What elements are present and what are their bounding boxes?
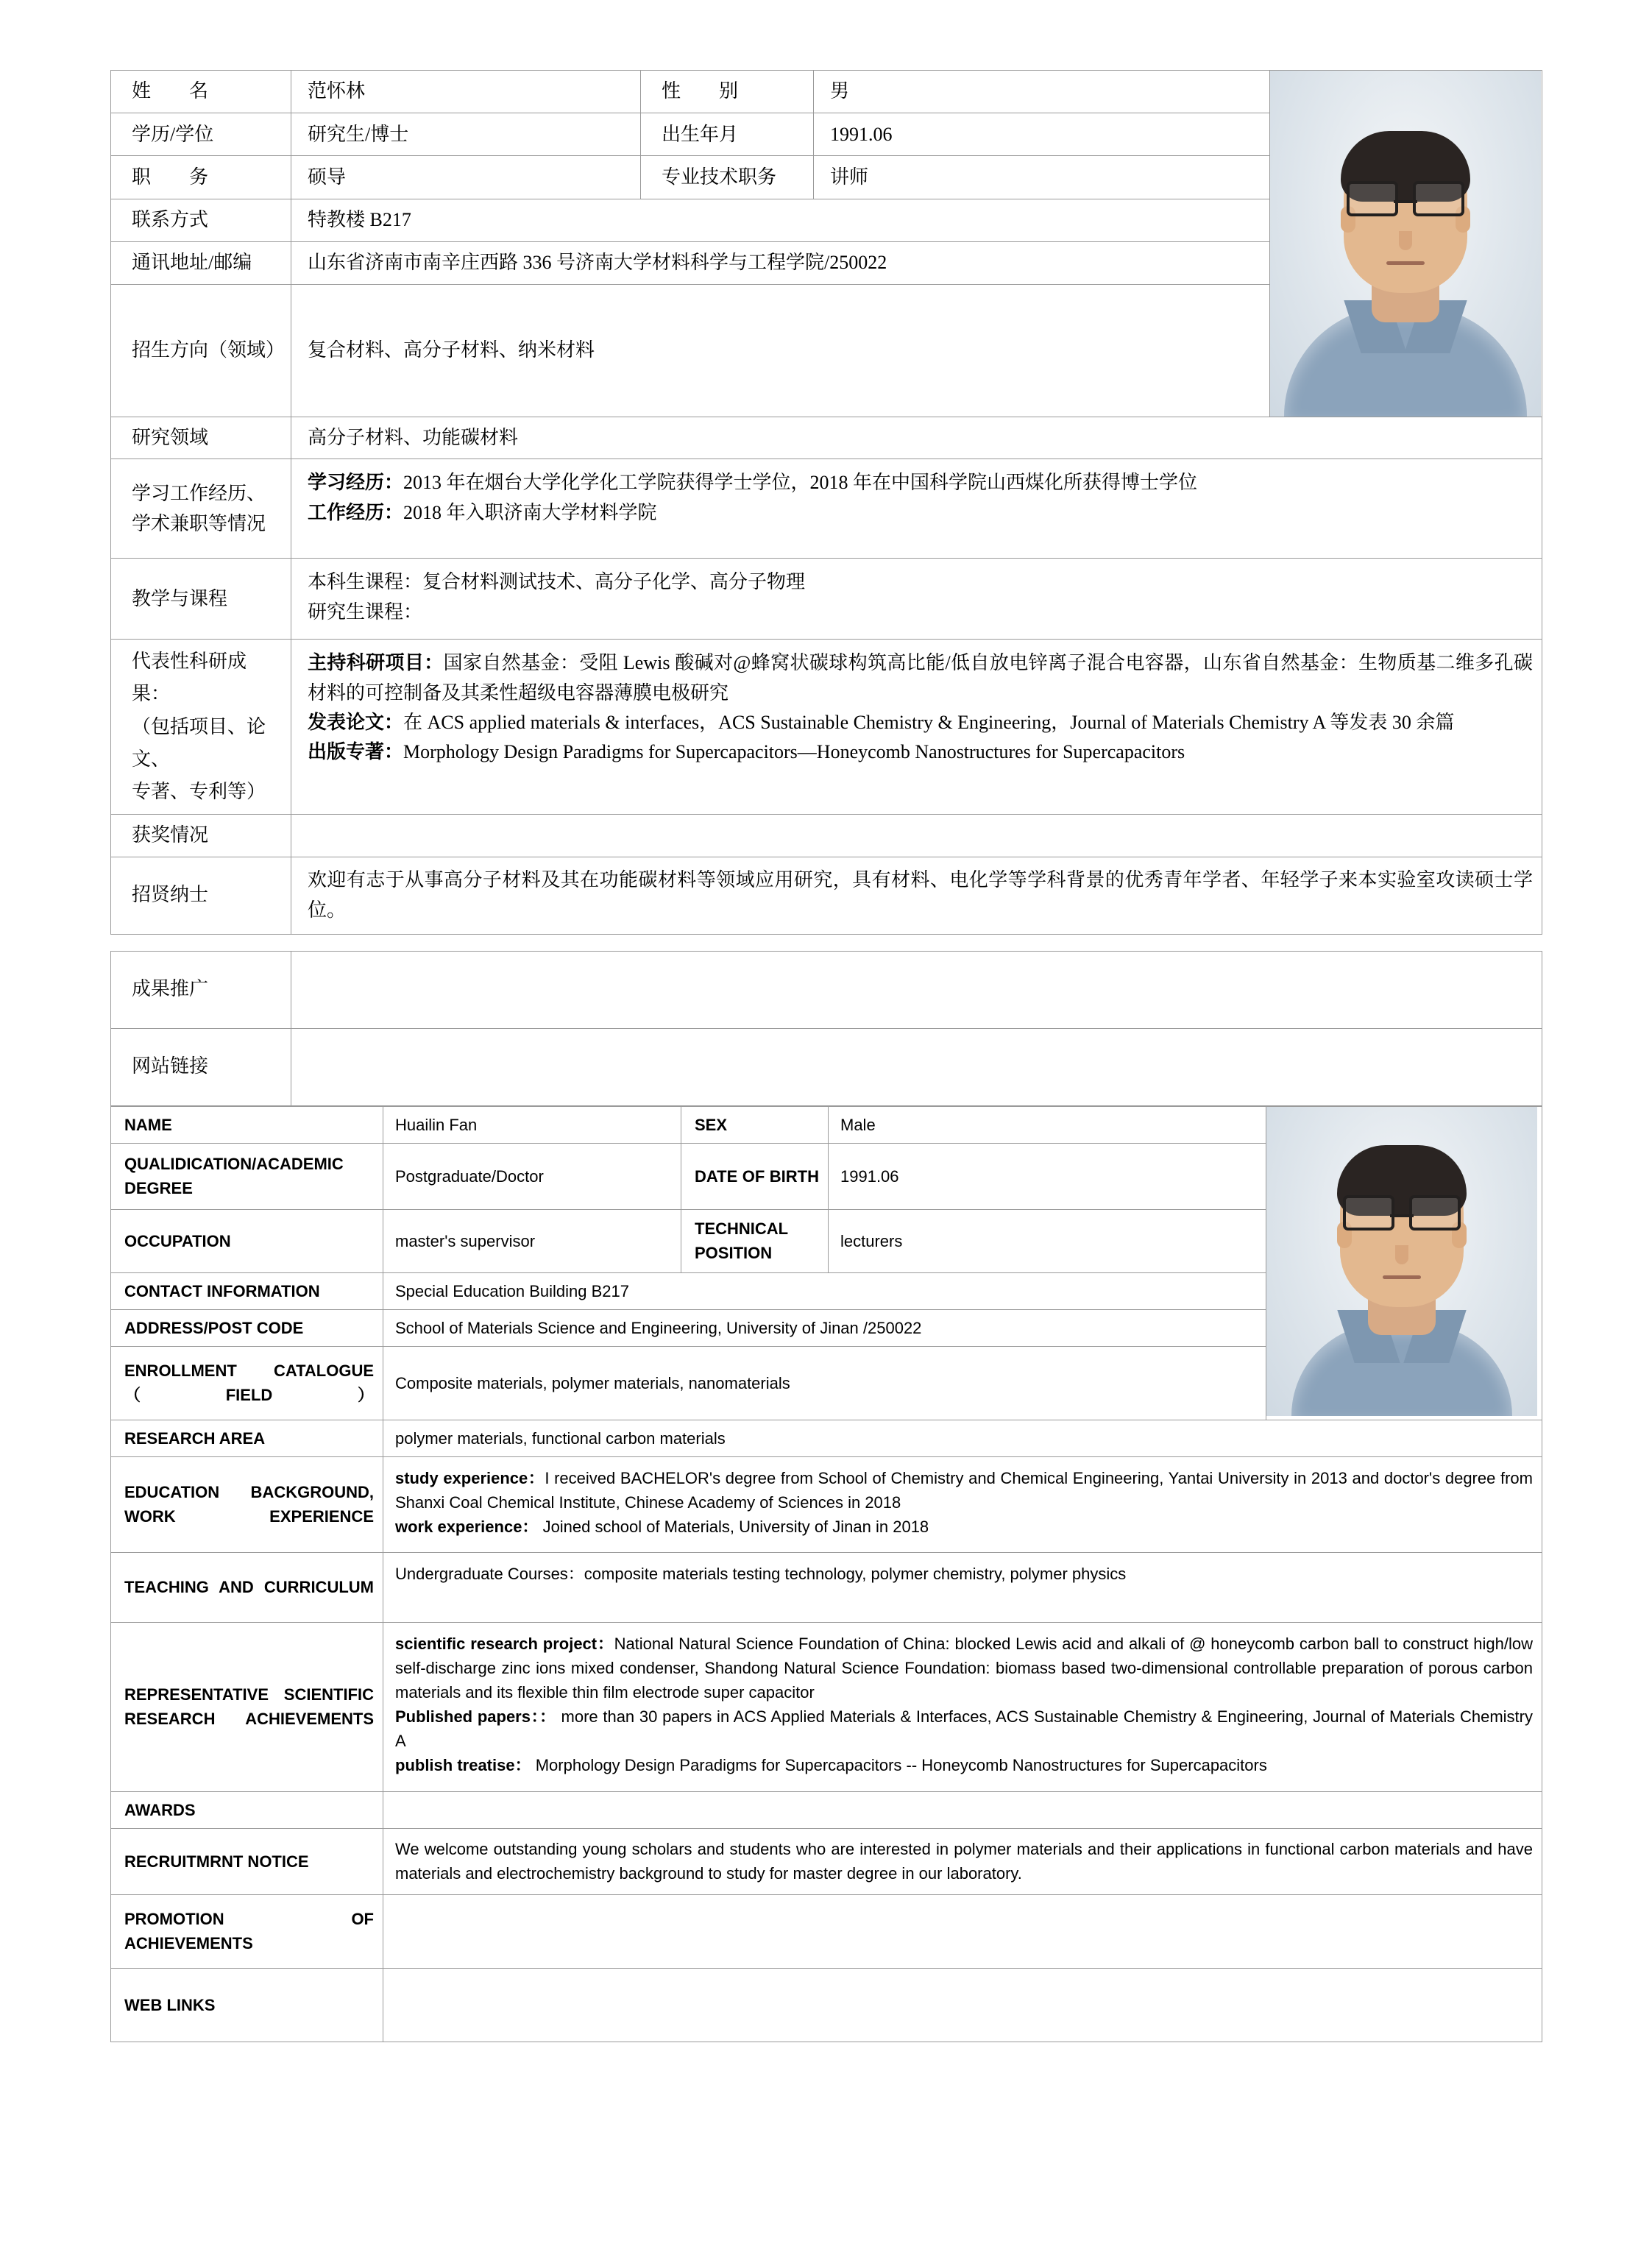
cn-ach-book-text: Morphology Design Paradigms for Supercapacitors—Honeycomb Nanostructures for Supercapacitors — [403, 741, 1185, 763]
portrait-photo-en — [1266, 1107, 1537, 1416]
cn-occupation-value: 硕导 — [291, 156, 641, 199]
cn-address-label: 通讯地址/邮编 — [111, 241, 291, 284]
table-row — [111, 640, 1542, 815]
cn-name-value: 范怀林 — [291, 71, 641, 113]
en-contact-label: CONTACT INFORMATION — [111, 1272, 383, 1309]
en-ach-papers-text: more than 30 papers in ACS Applied Materials & Interfaces, ACS Sustainable Chemistry & Engineering, Journal of Materials Chemistry A — [395, 1707, 1533, 1750]
en-ach-project-label: scientific research project： — [395, 1634, 614, 1653]
en-enrollment-value: Composite materials, polymer materials, nanomaterials — [383, 1346, 1266, 1420]
cn-ach-label-3: 专著、专利等） — [132, 781, 266, 803]
cn-education-label — [111, 459, 291, 559]
cn-teaching-line2: 研究生课程： — [308, 601, 423, 623]
cn-achievements-label — [111, 640, 291, 815]
en-occupation-value: master's supervisor — [383, 1209, 681, 1272]
table-spacer-row — [111, 934, 1542, 951]
cn-research-value: 高分子材料、功能碳材料 — [291, 417, 1542, 459]
en-study-exp-text: I received BACHELOR's degree from School of Chemistry and Chemical Engineering, Yantai University in 2013 and doctor's degree from Shanxi Coal Chemical Institute, Chinese Academy of Sciences in 2018 — [395, 1468, 1533, 1512]
table-row — [111, 1968, 1542, 2042]
en-birth-label — [681, 1143, 829, 1209]
table-row — [111, 857, 1542, 934]
cn-teaching-value — [291, 559, 1542, 640]
en-work-exp-label: work experience： — [395, 1517, 539, 1536]
cn-recruit-label: 招贤纳士 — [111, 857, 291, 934]
english-info-table — [110, 1106, 1542, 2042]
cn-research-label: 研究领域 — [111, 417, 291, 459]
cn-promotion-label: 成果推广 — [111, 951, 291, 1028]
cn-birth-label: 出生年月 — [641, 113, 814, 156]
table-row — [111, 1420, 1542, 1456]
en-address-label: ADDRESS/POST CODE — [111, 1309, 383, 1346]
cn-ach-project-text: 国家自然基金：受阻 Lewis 酸碱对@蜂窝状碳球构筑高比能/低自放电锌离子混合电容器，山东省自然基金：生物质基二维多孔碳材料的可控制备及其柔性超级电容器薄膜电极研究 — [308, 652, 1533, 704]
en-degree-label-text: QUALIDICATION/ACADEMIC DEGREE — [124, 1155, 344, 1198]
en-awards-label: AWARDS — [111, 1791, 383, 1828]
cn-ach-papers-text: 在 ACS applied materials & interfaces，ACS Sustainable Chemistry & Engineering，Journal of Materials Chemistry A 等发表 30 余篇 — [403, 711, 1455, 733]
cn-degree-label: 学历/学位 — [111, 113, 291, 156]
cn-promotion-value — [291, 951, 1542, 1028]
en-teaching-label — [111, 1552, 383, 1622]
en-ach-project-text: National Natural Science Foundation of China: blocked Lewis acid and alkali of @ honeycomb carbon ball to construct high/low self-discharge zinc ions mixed condenser, Shandong Natural Science Foundation: biomass based two-dimensional controllable preparation of porous carbon materials and its flexible thin film electrode super capacitor — [395, 1634, 1533, 1702]
en-degree-label — [111, 1143, 383, 1209]
cn-teaching-line1: 本科生课程：复合材料测试技术、高分子化学、高分子物理 — [308, 571, 806, 593]
cn-study-exp-text: 2013 年在烟台大学化学化工学院获得学士学位，2018 年在中国科学院山西煤化所获得博士学位 — [403, 472, 1198, 494]
cn-work-exp-text: 2018 年入职济南大学材料学院 — [403, 501, 657, 523]
en-address-value: School of Materials Science and Engineering, University of Jinan /250022 — [383, 1309, 1266, 1346]
en-ach-book-text: Morphology Design Paradigms for Supercapacitors -- Honeycomb Nanostructures for Supercapacitors — [535, 1755, 1267, 1774]
en-work-exp-text: Joined school of Materials, University of Jinan in 2018 — [542, 1517, 929, 1536]
cn-ach-label-1: 代表性科研成果： — [132, 651, 247, 705]
en-awards-value — [383, 1791, 1542, 1828]
en-education-value — [383, 1456, 1542, 1552]
cn-work-exp-label: 工作经历： — [308, 501, 404, 523]
cn-teaching-label: 教学与课程 — [111, 559, 291, 640]
cn-occupation-label: 职 务 — [111, 156, 291, 199]
en-teaching-label-text: TEACHING AND CURRICULUM — [124, 1578, 374, 1597]
table-row — [111, 1028, 1542, 1105]
en-achievements-label — [111, 1622, 383, 1791]
en-technical-label-text: TECHNICAL POSITION — [695, 1219, 789, 1263]
cn-birth-value: 1991.06 — [814, 113, 1270, 156]
table-row — [111, 1828, 1542, 1894]
table-row — [111, 1791, 1542, 1828]
cn-technical-label: 专业技术职务 — [641, 156, 814, 199]
table-row — [111, 815, 1542, 857]
cn-education-value — [291, 459, 1542, 559]
table-row — [111, 951, 1542, 1028]
en-contact-value: Special Education Building B217 — [383, 1272, 1266, 1309]
en-sex-value: Male — [829, 1106, 1266, 1143]
table-row — [111, 559, 1542, 640]
cn-ach-papers-label: 发表论文： — [308, 711, 404, 733]
cn-enrollment-label: 招生方向（领域） — [111, 285, 291, 417]
cn-degree-value: 研究生/博士 — [291, 113, 641, 156]
cn-contact-value: 特教楼 B217 — [291, 199, 1270, 241]
en-research-value: polymer materials, functional carbon materials — [383, 1420, 1542, 1456]
en-recruit-label: RECRUITMRNT NOTICE — [111, 1828, 383, 1894]
en-education-label-text: EDUCATION BACKGROUND, WORK EXPERIENCE — [124, 1483, 374, 1526]
photo-cell-en — [1266, 1106, 1542, 1420]
cn-study-exp-label: 学习经历： — [308, 472, 404, 494]
en-enrollment-label-text: ENROLLMENT CATALOGUE（FIELD） — [124, 1362, 374, 1405]
table-row — [111, 71, 1542, 113]
en-promotion-label-text: PROMOTION OF ACHIEVEMENTS — [124, 1910, 374, 1953]
en-promotion-value — [383, 1894, 1542, 1968]
cn-ach-project-label: 主持科研项目： — [308, 652, 444, 674]
en-name-label: NAME — [111, 1106, 383, 1143]
en-ach-papers-label: Published papers：： — [395, 1707, 556, 1726]
en-education-label — [111, 1456, 383, 1552]
en-birth-value: 1991.06 — [829, 1143, 1266, 1209]
cn-enrollment-value: 复合材料、高分子材料、纳米材料 — [291, 285, 1270, 417]
en-study-exp-label: study experience： — [395, 1468, 545, 1487]
cn-weblink-value — [291, 1028, 1542, 1105]
en-enrollment-label — [111, 1346, 383, 1420]
cn-sex-label: 性 别 — [641, 71, 814, 113]
portrait-photo — [1270, 71, 1541, 417]
en-name-value: Huailin Fan — [383, 1106, 681, 1143]
cn-technical-value: 讲师 — [814, 156, 1270, 199]
en-weblink-label: WEB LINKS — [111, 1968, 383, 2042]
en-occupation-label: OCCUPATION — [111, 1209, 383, 1272]
cn-ach-label-2: （包括项目、论文、 — [132, 715, 266, 770]
cn-recruit-value: 欢迎有志于从事高分子材料及其在功能碳材料等领域应用研究，具有材料、电化学等学科背景的优秀青年学者、年轻学子来本实验室攻读硕士学位。 — [291, 857, 1542, 934]
en-technical-label — [681, 1209, 829, 1272]
cn-weblink-label: 网站链接 — [111, 1028, 291, 1105]
en-birth-label-text: DATE OF BIRTH — [695, 1166, 819, 1186]
table-row — [111, 1894, 1542, 1968]
table-row — [111, 1106, 1542, 1143]
en-recruit-value: We welcome outstanding young scholars and students who are interested in polymer materials and their applications in functional carbon materials and have materials and electrochemistry background to study for master degree in our laboratory. — [383, 1828, 1542, 1894]
en-research-label: RESEARCH AREA — [111, 1420, 383, 1456]
cn-address-value: 山东省济南市南辛庄西路 336 号济南大学材料科学与工程学院/250022 — [291, 241, 1270, 284]
cn-name-label: 姓 名 — [111, 71, 291, 113]
chinese-info-table — [110, 70, 1542, 1106]
table-row — [111, 459, 1542, 559]
photo-cell — [1270, 71, 1542, 417]
en-degree-value: Postgraduate/Doctor — [383, 1143, 681, 1209]
cn-achievements-value — [291, 640, 1542, 815]
en-teaching-value: Undergraduate Courses：composite materials testing technology, polymer chemistry, polymer physics — [383, 1552, 1542, 1622]
cn-awards-value — [291, 815, 1542, 857]
en-technical-value: lecturers — [829, 1209, 1266, 1272]
cn-sex-value: 男 — [814, 71, 1270, 113]
en-achievements-label-text: REPRESENTATIVE SCIENTIFIC RESEARCH ACHIEVEMENTS — [124, 1685, 374, 1729]
cn-ach-book-label: 出版专著： — [308, 741, 404, 763]
table-row — [111, 1552, 1542, 1622]
en-promotion-label — [111, 1894, 383, 1968]
en-achievements-value — [383, 1622, 1542, 1791]
cn-awards-label: 获奖情况 — [111, 815, 291, 857]
table-row — [111, 1622, 1542, 1791]
en-ach-book-label: publish treatise： — [395, 1755, 531, 1774]
table-row — [111, 1456, 1542, 1552]
en-weblink-value — [383, 1968, 1542, 2042]
table-row — [111, 417, 1542, 459]
cn-education-label-text: 学习工作经历、学术兼职等情况 — [132, 482, 266, 535]
en-sex-label: SEX — [681, 1106, 829, 1143]
cn-contact-label: 联系方式 — [111, 199, 291, 241]
